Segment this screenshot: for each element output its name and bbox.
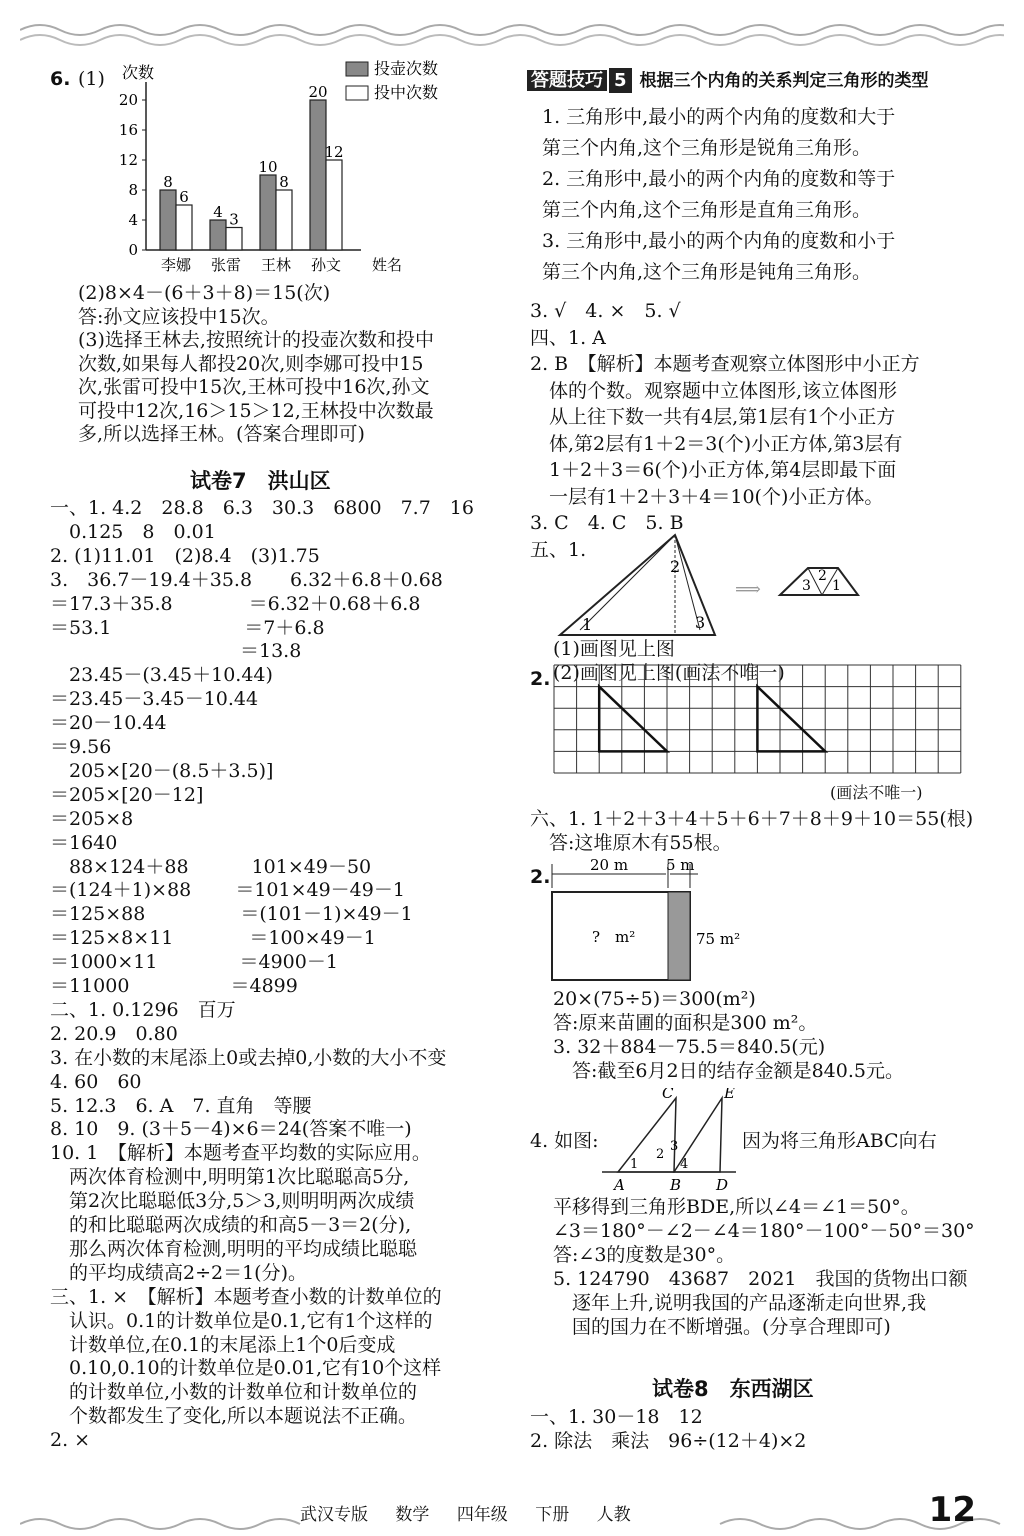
text-line: (2)8×4－(6＋3＋8)＝15(次) — [78, 282, 331, 304]
bar-投壶次数 — [260, 175, 276, 250]
text-line: 4. 60 60 — [50, 1070, 142, 1093]
text-line: 第三个内角,这个三角形是钝角三角形。 — [542, 261, 872, 283]
bar-投中次数 — [226, 228, 242, 251]
rect-question-label: 2. — [530, 866, 551, 888]
text-line: 那么两次体育检测,明明的平均成绩比聪聪 — [50, 1237, 418, 1260]
y-tick-label: 4 — [128, 211, 138, 229]
point-a: A — [614, 1176, 625, 1194]
text-line: 1＋2＋3＝6(个)小正方体,第4层即最下面 — [530, 459, 897, 481]
text-line: 答:原来苗圃的面积是300 m²。 — [553, 1012, 818, 1034]
text-line: 5. 124790 43687 2021 我国的货物出口额 — [553, 1268, 968, 1290]
text-line: 10. 1 【解析】本题考查平均数的实际应用。 — [50, 1142, 431, 1165]
bar-value-label: 8 — [163, 173, 173, 191]
text-line: 的计数单位,小数的计数单位和计数单位的 — [50, 1381, 418, 1404]
text-line: ＝9.56 — [50, 736, 112, 758]
text-line: 3. 三角形中,最小的两个内角的度数和小于 — [542, 230, 896, 252]
tile-label-3: 3 — [802, 578, 811, 594]
text-line: 8. 10 9. (3＋5－4)×6＝24(答案不唯一) — [50, 1118, 412, 1141]
text-line: 三、1. × 【解析】本题考查小数的计数单位的 — [50, 1285, 442, 1308]
text-line: 多,所以选择王林。(答案合理即可) — [78, 423, 365, 445]
footer-publisher: 人教 — [596, 1505, 631, 1525]
footer — [300, 1500, 653, 1525]
angle-2: 2 — [656, 1147, 665, 1162]
text-line: 1. 三角形中,最小的两个内角的度数和大于 — [542, 106, 896, 128]
tile-label-1: 1 — [832, 578, 841, 594]
text-line: 答:截至6月2日的结存金额是840.5元。 — [553, 1060, 904, 1082]
bar-投中次数 — [176, 205, 192, 250]
text-line: 2. 三角形中,最小的两个内角的度数和等于 — [542, 168, 896, 190]
added-strip — [668, 892, 690, 980]
text-line: ＝1000×11 ＝4900－1 — [50, 951, 338, 974]
text-line: 23.45－(3.45＋10.44) — [50, 664, 273, 687]
footer-subject: 数学 — [395, 1505, 430, 1525]
text-line: 逐年上升,说明我国的产品逐渐走向世界,我 — [553, 1292, 927, 1314]
category-label: 孙文 — [310, 256, 342, 274]
tip-label: 答题技巧 — [527, 70, 607, 91]
y-tick-label: 12 — [118, 151, 138, 169]
bar-投中次数 — [326, 160, 342, 250]
text-line: 3. C 4. C 5. B — [530, 512, 684, 534]
translation-figure — [598, 1088, 738, 1196]
text-line: 体,第2层有1＋2＝3(个)小正方体,第3层有 — [530, 432, 903, 455]
text-line: 六、1. 1＋2＋3＋4＋5＋6＋7＋8＋9＋10＝55(根) — [530, 808, 974, 830]
text-line: ＝1640 — [50, 831, 118, 854]
text-line: 第三个内角,这个三角形是直角三角形。 — [542, 199, 872, 221]
text-line: 可投中12次,16＞15＞12,王林投中次数最 — [78, 399, 434, 422]
grid-question-label: 2. — [530, 668, 551, 690]
bar-value-label: 4 — [213, 203, 223, 221]
bar-value-label: 10 — [258, 158, 278, 176]
text-line: 3. 36.7－19.4＋35.8 6.32＋6.8＋0.68 — [50, 568, 443, 591]
text-line: 88×124＋88 101×49－50 — [50, 855, 372, 878]
point-b: B — [670, 1176, 682, 1194]
text-line: ＝125×8×11 ＝100×49－1 — [50, 927, 376, 950]
text-line: 国的国力在不断增强。(分享合理即可) — [553, 1316, 891, 1338]
text-line: 2. B 【解析】本题考查观察立体图形中小正方 — [530, 353, 920, 375]
category-label: 张雷 — [210, 256, 242, 274]
q4-label: 4. 如图: — [530, 1130, 599, 1152]
bar-投壶次数 — [160, 190, 176, 250]
text-line: ＝17.3＋35.8 ＝6.32＋0.68＋6.8 — [50, 592, 421, 615]
text-line: ∠3＝180°－∠2－∠4＝180°－100°－50°＝30° — [553, 1220, 975, 1242]
fig1-note-1: (1)画图见上图 — [553, 638, 675, 660]
triangle-figure — [540, 530, 880, 640]
text-line: 第三个内角,这个三角形是锐角三角形。 — [542, 137, 872, 159]
text-line: 答:这堆原木有55根。 — [530, 832, 732, 854]
bar-value-label: 8 — [279, 173, 289, 191]
bar-chart — [110, 60, 470, 275]
text-line: 次,张雷可投中15次,王林可投中16次,孙文 — [78, 376, 430, 398]
x-axis-label: 姓名 — [372, 256, 403, 274]
text-line: 一层有1＋2＋3＋4＝10(个)小正方体。 — [530, 485, 884, 508]
y-tick-label: 20 — [118, 91, 138, 109]
text-line: 0.10,0.10的计数单位是0.01,它有10个这样 — [50, 1357, 442, 1380]
q6-part1: (1) — [78, 68, 105, 90]
tile-label-2: 2 — [818, 568, 827, 584]
bar-value-label: 6 — [179, 188, 189, 206]
angle-3: 3 — [670, 1139, 679, 1154]
triangle-copy — [757, 687, 825, 752]
text-line: ＝205×[20－12] — [50, 783, 204, 806]
text-line: 3. 在小数的末尾添上0或去掉0,小数的大小不变 — [50, 1046, 447, 1069]
grid-figure — [553, 664, 963, 776]
rectangle-figure — [548, 858, 778, 988]
angle-1: 1 — [630, 1157, 639, 1172]
legend-label: 投壶次数 — [374, 60, 439, 78]
bar-投壶次数 — [210, 220, 226, 250]
text-line: 一、1. 4.2 28.8 6.3 30.3 6800 7.7 16 — [50, 497, 474, 519]
point-c: C — [662, 1088, 674, 1102]
y-axis-label: 次数 — [122, 63, 155, 82]
test7-title: 试卷7 洪山区 — [190, 469, 331, 493]
width-label-1: 20 m — [590, 858, 629, 874]
text-line: 体的个数。观察题中立体图形,该立体图形 — [530, 379, 898, 402]
text-line: 2. 除法 乘法 96÷(12＋4)×2 — [530, 1430, 807, 1452]
bar-value-label: 20 — [308, 83, 328, 101]
legend-label: 投中次数 — [374, 83, 439, 102]
text-line: 次数,如果每人都投20次,则李娜可投中15 — [78, 352, 424, 375]
text-line: 2. × — [50, 1429, 91, 1452]
text-line: 两次体育检测中,明明第1次比聪聪高5分, — [50, 1166, 410, 1189]
text-line: ＝11000 ＝4899 — [50, 975, 298, 997]
text-line: 认识。0.1的计数单位是0.1,它有1个这样的 — [50, 1309, 433, 1332]
text-line: 四、1. A — [530, 326, 606, 349]
width-label-2: 5 m — [666, 858, 695, 874]
text-line: ＝23.45－3.45－10.44 — [50, 688, 259, 711]
text-line: 的和比聪聪两次成绩的和高5－3＝2(分), — [50, 1214, 412, 1236]
text-line: 5. 12.3 6. A 7. 直角 等腰 — [50, 1094, 312, 1117]
top-wave-border — [20, 20, 1004, 50]
unknown-area-label: ? m² — [592, 928, 636, 946]
category-label: 王林 — [260, 256, 292, 274]
q4-side-text: 因为将三角形ABC向右 — [742, 1130, 937, 1152]
footer-volume: 下册 — [535, 1505, 570, 1525]
text-line: ＝205×8 — [50, 807, 134, 830]
text-line: ＝125×88 ＝(101－1)×49－1 — [50, 903, 413, 926]
angle-4: 4 — [680, 1157, 689, 1172]
angle-label-3: 3 — [695, 613, 706, 632]
fig1-note-2: (2)画图见上图(画法不唯一) — [553, 662, 785, 684]
angle-label-1: 1 — [582, 615, 593, 634]
text-line: 五、1. — [530, 538, 587, 561]
text-line: 205×[20－(8.5＋3.5)] — [50, 759, 274, 782]
y-tick-label: 8 — [128, 181, 138, 199]
text-line: 计数单位,在0.1的末尾添上1个0后变成 — [50, 1333, 396, 1356]
bar-value-label: 3 — [229, 210, 239, 229]
text-line: 0.125 8 0.01 — [50, 520, 216, 543]
triangle-original — [599, 687, 667, 752]
footer-grade: 四年级 — [456, 1505, 508, 1525]
bar-value-label: 12 — [324, 143, 344, 161]
text-line: 2. 20.9 0.80 — [50, 1022, 178, 1045]
text-line: 个数都发生了变化,所以本题说法不正确。 — [50, 1405, 418, 1428]
y-tick-label: 0 — [128, 241, 138, 259]
legend-swatch — [346, 62, 368, 76]
text-line: 答:孙文应该投中15次。 — [78, 305, 280, 328]
text-line: 答:∠3的度数是30°。 — [553, 1244, 736, 1266]
text-line: 二、1. 0.1296 百万 — [50, 998, 236, 1021]
tip-box — [527, 66, 929, 92]
y-tick-label: 16 — [118, 121, 138, 139]
text-line: 第2次比聪聪低3分,5＞3,则明明两次成绩 — [50, 1190, 415, 1213]
tip-number: 5 — [609, 68, 632, 93]
grid-note: (画法不唯一) — [830, 783, 923, 802]
text-line: ＝(124＋1)×88 ＝101×49－49－1 — [50, 879, 405, 902]
text-line: 20×(75÷5)＝300(m²) — [553, 988, 756, 1010]
bar-投壶次数 — [310, 100, 326, 250]
text-line: (3)选择王林去,按照统计的投壶次数和投中 — [78, 329, 434, 351]
q6-label: 6. — [50, 68, 71, 90]
point-e: E — [724, 1088, 735, 1102]
text-line: ＝53.1 ＝7＋6.8 — [50, 616, 325, 639]
text-line: 一、1. 30－18 12 — [530, 1406, 703, 1428]
legend-swatch — [346, 86, 368, 100]
footer-edition: 武汉专版 — [300, 1505, 368, 1525]
text-line: ＝13.8 — [50, 640, 302, 663]
text-line: 3. 32＋884－75.5＝840.5(元) — [553, 1036, 826, 1058]
bar-投中次数 — [276, 190, 292, 250]
strip-area-label: 75 m² — [696, 930, 741, 948]
page-number: 12 — [928, 1490, 976, 1530]
point-d: D — [716, 1176, 729, 1194]
text-line: 3. √ 4. × 5. √ — [530, 300, 681, 322]
angle-label-2: 2 — [670, 557, 681, 576]
text-line: 平移得到三角形BDE,所以∠4＝∠1＝50°。 — [553, 1196, 920, 1218]
text-line: ＝20－10.44 — [50, 712, 167, 735]
category-label: 李娜 — [160, 256, 192, 274]
text-line: 的平均成绩高2÷2＝1(分)。 — [50, 1261, 308, 1284]
test8-title: 试卷8 东西湖区 — [652, 1377, 814, 1401]
text-line: 从上往下数一共有4层,第1层有1个小正方 — [530, 406, 896, 428]
tip-title: 根据三个内角的关系判定三角形的类型 — [639, 71, 929, 91]
svg-text:⟹: ⟹ — [735, 579, 761, 600]
text-line: 2. (1)11.01 (2)8.4 (3)1.75 — [50, 544, 320, 567]
